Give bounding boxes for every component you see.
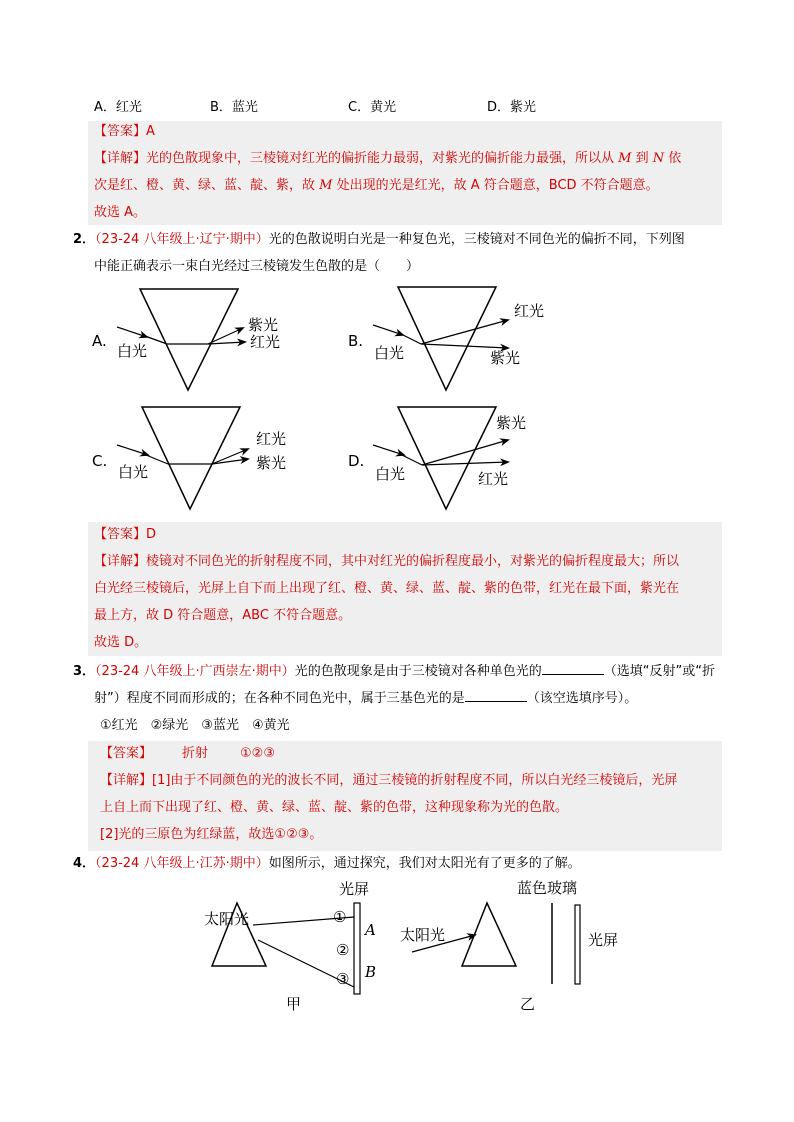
- q1-answer: 【答案】A: [94, 124, 155, 139]
- label-in-d: 白光: [375, 465, 406, 483]
- label-top-b: 红光: [514, 302, 545, 320]
- q2-answer: 【答案】D: [94, 527, 157, 542]
- label-in-c: 白光: [118, 463, 149, 481]
- q2-stem-line1: 2．（23-24 八年级上·辽宁·期中）光的色散说明白光是一种复色光，三棱镜对不同色光的偏折不同，下列图: [73, 232, 685, 247]
- jia-caption: 甲: [286, 995, 302, 1013]
- yi-caption: 乙: [520, 995, 536, 1013]
- q3-detail-line1: 【详解】[1]由于不同颜色的光的波长不同，通过三棱镜的折射程度不同，所以白光经三棱镜后，光屏: [100, 773, 678, 788]
- q2-detail-line4: 故选 D。: [94, 635, 148, 650]
- q1-option-a: A．红光: [94, 100, 142, 115]
- label-top-d: 紫光: [496, 414, 527, 432]
- jia-mark-1: ①: [333, 908, 347, 926]
- yi-sun-label: 太阳光: [400, 926, 446, 944]
- jia-sun-label: 太阳光: [204, 910, 250, 928]
- q3-source: （23-24 八年级上·广西崇左·期中）: [95, 664, 295, 679]
- q3-answer: 【答案】 折射 ①②③: [100, 746, 275, 761]
- q1-option-d: D．紫光: [487, 100, 537, 115]
- q2-source: （23-24 八年级上·辽宁·期中）: [95, 232, 269, 247]
- q1-option-b: B．蓝光: [210, 100, 258, 115]
- yi-glass-label: 蓝色玻璃: [517, 879, 578, 897]
- q3-number: 3．: [73, 664, 96, 679]
- yi-prism: [462, 903, 516, 966]
- label-bottom-a: 红光: [250, 333, 281, 351]
- q4-number: 4．: [73, 856, 96, 871]
- q2-number: 2．: [73, 232, 96, 247]
- figure-b-label: B.: [348, 332, 364, 350]
- q3-stem-line2: 射”）程度不同而形成的；在各种不同色光中，属于三基色光的是 （该空选填序号）。: [94, 691, 638, 706]
- figure-c-label: C.: [92, 452, 108, 470]
- figure-jia: [204, 880, 376, 1013]
- jia-mark-3: ③: [336, 970, 350, 988]
- q1-detail-line1: 【详解】光的色散现象中，三棱镜对红光的偏折能力最弱，对紫光的偏折能力最强，所以从 M 到 N 依: [94, 151, 682, 166]
- q3-stem-line1: 3．（23-24 八年级上·广西崇左·期中）光的色散现象是由于三棱镜对各种单色光的 （选填“反射”或“折: [73, 664, 715, 679]
- label-in-a: 白光: [117, 342, 148, 360]
- jia-screen: [354, 903, 360, 994]
- jia-label-a: A: [365, 921, 376, 939]
- label-top-a: 紫光: [248, 316, 279, 334]
- q1-option-c: C．黄光: [348, 100, 397, 115]
- label-in-b: 白光: [374, 344, 405, 362]
- label-top-c: 红光: [256, 430, 287, 448]
- jia-screen-label: 光屏: [339, 880, 370, 898]
- figure-d-label: D.: [348, 452, 365, 470]
- figure-a-label: A.: [92, 332, 107, 350]
- q2-detail-line1: 【详解】棱镜对不同色光的折射程度不同，其中对红光的偏折程度最小，对紫光的偏折程度最大；所以: [94, 554, 680, 569]
- label-bottom-b: 紫光: [490, 349, 521, 367]
- q4-stem: 4．（23-24 八年级上·江苏·期中）如图所示，通过探究，我们对太阳光有了更多的了解。: [73, 856, 581, 871]
- yi-screen: [575, 905, 580, 984]
- q3-detail-line3: [2]光的三原色为红绿蓝，故选①②③。: [100, 827, 323, 842]
- yi-screen-label: 光屏: [588, 931, 619, 949]
- figure-yi: [400, 879, 618, 1013]
- q1-detail-line3: 故选 A。: [94, 205, 147, 220]
- q3-options: ①红光 ②绿光 ③蓝光 ④黄光: [100, 718, 290, 733]
- q4-source: （23-24 八年级上·江苏·期中）: [95, 856, 269, 871]
- q2-detail-line2: 白光经三棱镜后，光屏上自下而上出现了红、橙、黄、绿、蓝、靛、紫的色带，红光在最下面，紫光在: [94, 581, 680, 596]
- q2-stem-line2: 中能正确表示一束白光经过三棱镜发生色散的是（ ）: [94, 259, 420, 274]
- label-bottom-c: 紫光: [256, 454, 287, 472]
- q1-detail-line2: 次是红、橙、黄、绿、蓝、靛、紫，故 M 处出现的光是红光，故 A 符合题意，BCD 不符合题意。: [94, 178, 659, 193]
- q2-detail-line3: 最上方，故 D 符合题意，ABC 不符合题意。: [94, 608, 352, 623]
- q3-detail-line2: 上自上而下出现了红、橙、黄、绿、蓝、靛、紫的色带，这种现象称为光的色散。: [100, 800, 569, 815]
- jia-label-b: B: [365, 963, 377, 981]
- jia-mark-2: ②: [336, 941, 350, 959]
- label-bottom-d: 红光: [478, 470, 509, 488]
